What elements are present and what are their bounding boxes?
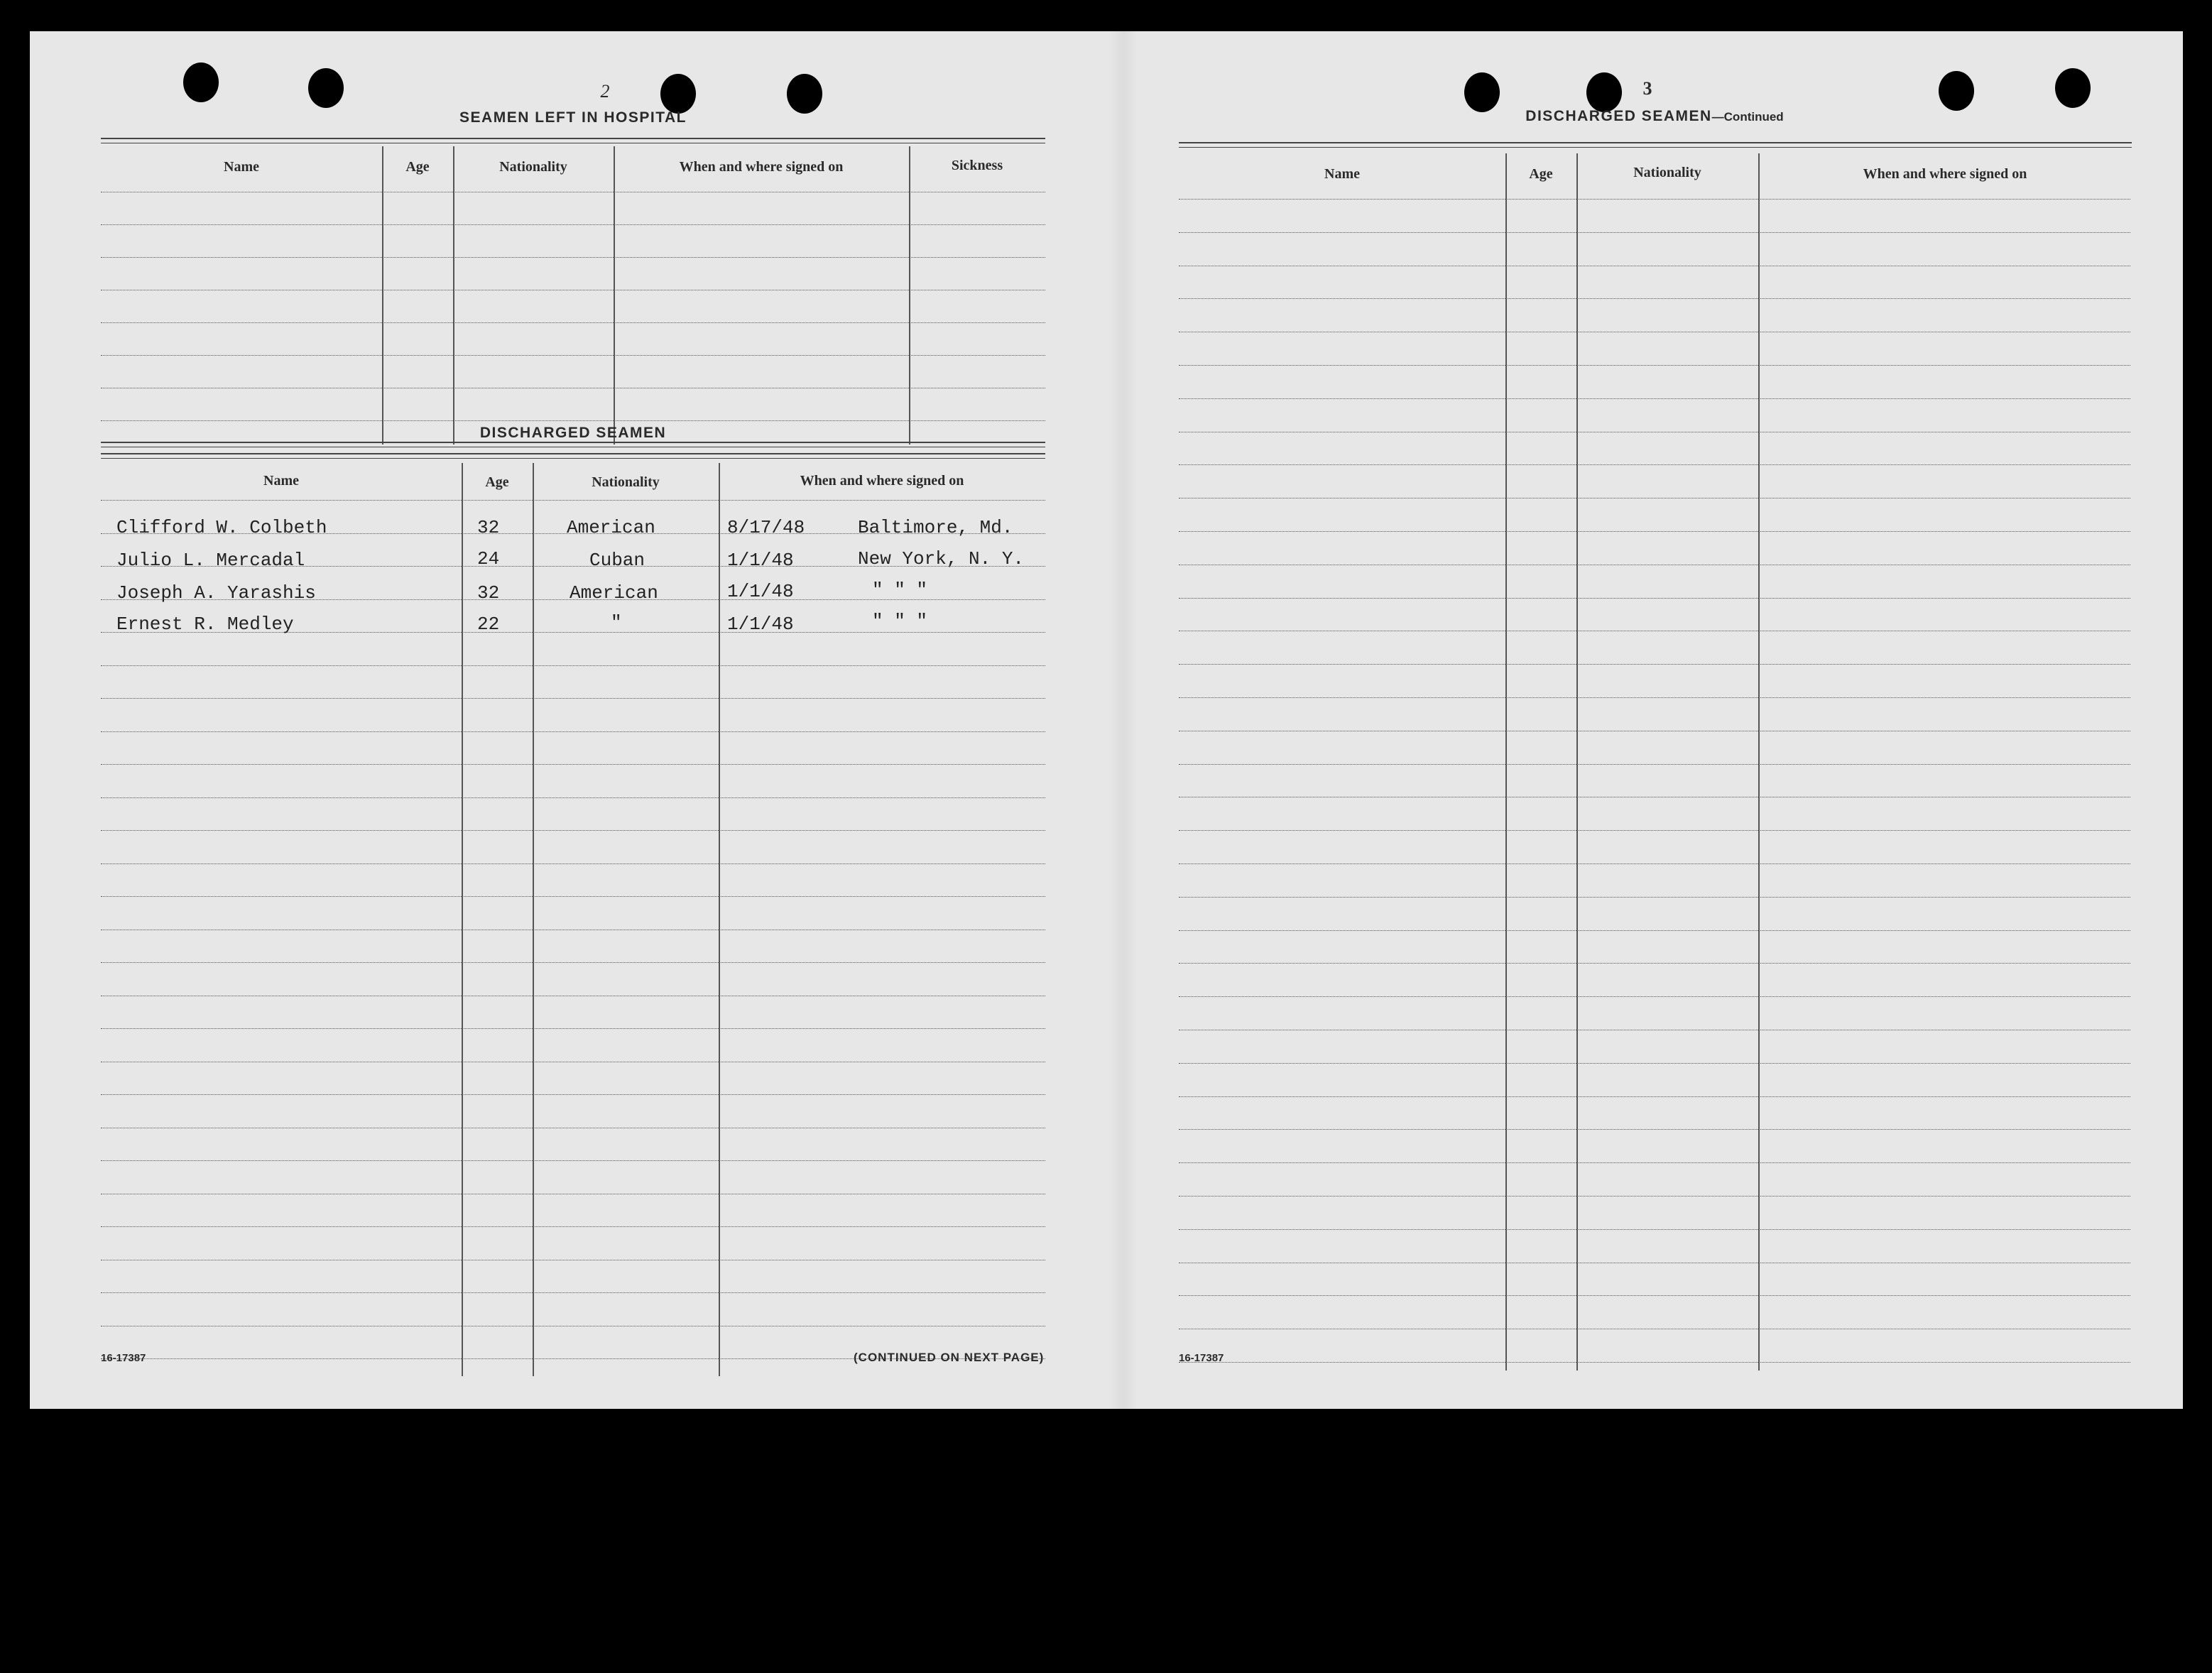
title-main: DISCHARGED SEAMEN xyxy=(1525,108,1712,124)
col-header-nationality: Nationality xyxy=(592,474,660,490)
table-row-line xyxy=(1179,1196,2130,1197)
seaman-nationality: American xyxy=(567,517,655,538)
title-suffix: —Continued xyxy=(1711,110,1784,124)
section-rule xyxy=(101,442,1045,447)
table-row-line xyxy=(1179,1063,2130,1064)
seaman-name: Julio L. Mercadal xyxy=(116,550,305,571)
table-row-line xyxy=(1179,764,2130,765)
page-fold xyxy=(1109,31,1138,1409)
col-header-name: Name xyxy=(263,473,299,489)
table-row-line xyxy=(101,355,1045,356)
discharged-section-title: DISCHARGED SEAMEN xyxy=(479,425,667,441)
table-row-line xyxy=(1179,1362,2130,1363)
table-row-line xyxy=(101,863,1045,864)
column-divider xyxy=(1576,153,1578,1370)
page-number: 2 xyxy=(600,81,610,102)
signed-on-date: 1/1/48 xyxy=(727,581,794,602)
column-divider xyxy=(614,146,615,445)
discharged-continued-title xyxy=(1179,108,2130,125)
column-divider xyxy=(909,146,910,445)
seaman-age: 32 xyxy=(477,517,500,538)
table-row-line xyxy=(101,797,1045,798)
table-row-line xyxy=(1179,298,2130,299)
col-header-name: Name xyxy=(224,159,259,175)
table-row-line xyxy=(101,257,1045,258)
table-row-line xyxy=(101,698,1045,699)
left-page xyxy=(101,31,1045,1409)
seaman-nationality: American xyxy=(570,582,658,604)
page-number: 3 xyxy=(1642,78,1652,99)
form-code: 16-17387 xyxy=(101,1352,146,1364)
seaman-name: Ernest R. Medley xyxy=(116,614,294,635)
seaman-age: 24 xyxy=(477,548,500,570)
col-header-name: Name xyxy=(1324,166,1360,182)
table-row-line xyxy=(101,224,1045,225)
table-row-line xyxy=(101,1094,1045,1095)
continued-note: (CONTINUED ON NEXT PAGE) xyxy=(854,1351,1045,1364)
col-header-signed-on: When and where signed on xyxy=(679,159,844,175)
right-page xyxy=(1179,31,2132,1409)
column-divider xyxy=(382,146,383,445)
signed-on-place: Baltimore, Md. xyxy=(858,517,1013,538)
table-row-line xyxy=(101,665,1045,666)
table-row-line xyxy=(1179,1129,2130,1130)
form-code: 16-17387 xyxy=(1179,1352,1224,1364)
col-header-age: Age xyxy=(485,474,509,490)
table-row-line xyxy=(1179,1295,2130,1296)
signed-on-date: 1/1/48 xyxy=(727,550,794,571)
table-row-line xyxy=(1179,598,2130,599)
hospital-section-title: SEAMEN LEFT IN HOSPITAL xyxy=(459,109,687,126)
column-divider xyxy=(1758,153,1760,1370)
table-row-line xyxy=(101,731,1045,732)
table-row-line xyxy=(1179,897,2130,898)
table-row-line xyxy=(1179,1162,2130,1163)
table-row-line xyxy=(101,420,1045,421)
signed-on-date: 1/1/48 xyxy=(727,614,794,635)
table-row-line xyxy=(1179,531,2130,532)
table-row-line xyxy=(101,1292,1045,1293)
ledger-sheet xyxy=(30,31,2183,1409)
seaman-name: Clifford W. Colbeth xyxy=(116,517,327,538)
table-row-line xyxy=(1179,863,2130,864)
col-header-nationality: Nationality xyxy=(1633,165,1701,180)
col-header-signed-on: When and where signed on xyxy=(1863,166,2027,182)
table-row-line xyxy=(101,1160,1045,1161)
table-row-line xyxy=(1179,963,2130,964)
col-header-nationality: Nationality xyxy=(499,159,567,175)
column-divider xyxy=(533,463,534,1376)
table-row-line xyxy=(101,1028,1045,1029)
table-row-line xyxy=(1179,1229,2130,1230)
table-row-line xyxy=(101,322,1045,323)
seaman-age: 32 xyxy=(477,582,500,604)
table-row-line xyxy=(1179,199,2130,200)
table-row-line xyxy=(1179,365,2130,366)
seaman-nationality: Cuban xyxy=(589,550,645,571)
seaman-name: Joseph A. Yarashis xyxy=(116,582,316,604)
section-rule xyxy=(101,453,1045,459)
col-header-sickness: Sickness xyxy=(951,158,1003,173)
signed-on-place: " " " xyxy=(872,579,928,601)
column-divider xyxy=(453,146,454,445)
table-row-line xyxy=(1179,464,2130,465)
col-header-age: Age xyxy=(405,159,430,175)
column-divider xyxy=(719,463,720,1376)
table-row-line xyxy=(101,1226,1045,1227)
table-row-line xyxy=(1179,697,2130,698)
table-row-line xyxy=(101,500,1045,501)
table-row-line xyxy=(1179,664,2130,665)
seaman-age: 22 xyxy=(477,614,500,635)
signed-on-place: " " " xyxy=(872,611,928,632)
col-header-age: Age xyxy=(1529,166,1553,182)
section-rule xyxy=(1179,142,2132,148)
signed-on-place: New York, N. Y. xyxy=(858,548,1025,570)
table-row-line xyxy=(101,830,1045,831)
table-row-line xyxy=(101,962,1045,963)
table-row-line xyxy=(1179,830,2130,831)
table-row-line xyxy=(101,896,1045,897)
table-row-line xyxy=(101,764,1045,765)
seaman-nationality: " xyxy=(611,612,622,633)
table-row-line xyxy=(1179,996,2130,997)
table-row-line xyxy=(1179,1096,2130,1097)
signed-on-date: 8/17/48 xyxy=(727,517,805,538)
col-header-signed-on: When and where signed on xyxy=(800,473,964,489)
column-divider xyxy=(462,463,463,1376)
section-rule xyxy=(101,138,1045,143)
table-row-line xyxy=(1179,930,2130,931)
table-row-line xyxy=(1179,398,2130,399)
table-row-line xyxy=(1179,232,2130,233)
column-divider xyxy=(1505,153,1507,1370)
